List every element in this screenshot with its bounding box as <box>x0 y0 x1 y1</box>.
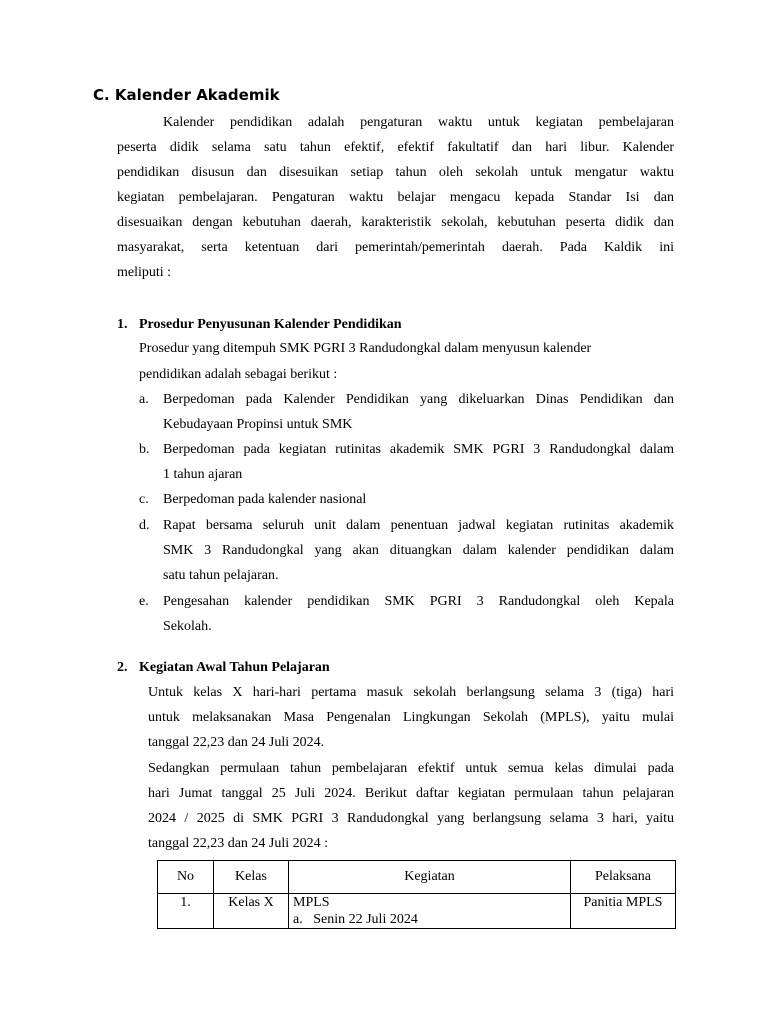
intro-line: masyarakat, serta ketentuan dari pemerintah/pemerintah daerah. Pada Kaldik ini <box>117 240 674 255</box>
list-item-line: Pengesahan kalender pendidikan SMK PGRI 3 Randudongkal oleh Kepala <box>163 594 674 609</box>
list-letter: d. <box>139 518 150 533</box>
list-letter: b. <box>139 442 150 457</box>
table-row <box>158 894 676 929</box>
list-item-line: Berpedoman pada kalender nasional <box>163 492 367 507</box>
intro-line: disesuaikan dengan kebutuhan daerah, karakteristik sekolah, kebutuhan peserta didik dan <box>117 215 674 230</box>
item2-number: 2. <box>117 660 128 675</box>
item2-para-line: tanggal 22,23 dan 24 Juli 2024. <box>148 735 325 750</box>
subitem-text: Senin 22 Juli 2024 <box>313 912 418 927</box>
item1-number: 1. <box>117 317 128 332</box>
item2-para-line: untuk melaksanakan Masa Pengenalan Lingkungan Sekolah (MPLS), yaitu mulai <box>148 710 674 725</box>
table-header-row <box>158 861 676 894</box>
cell-pelaksana: Panitia MPLS <box>571 894 676 929</box>
intro-line: meliputi : <box>117 265 172 280</box>
item1-desc-line: pendidikan adalah sebagai berikut : <box>139 367 338 382</box>
item2-title: Kegiatan Awal Tahun Pelajaran <box>139 660 330 675</box>
header-kelas: Kelas <box>214 861 289 894</box>
list-item-line: Berpedoman pada kegiatan rutinitas akademik SMK PGRI 3 Randudongkal dalam <box>163 442 674 457</box>
list-item-line: SMK 3 Randudongkal yang akan dituangkan dalam kalender pendidikan dalam <box>163 543 674 558</box>
list-letter: c. <box>139 492 149 507</box>
list-item-line: Sekolah. <box>163 619 212 634</box>
list-item-line: satu tahun pelajaran. <box>163 568 279 583</box>
subitem-letter: a. <box>293 912 303 927</box>
item2-para-line: Sedangkan permulaan tahun pembelajaran efektif untuk semua kelas dimulai pada <box>148 761 674 776</box>
intro-line: Kalender pendidikan adalah pengaturan waktu untuk kegiatan pembelajaran <box>163 115 674 130</box>
item2-para-line: hari Jumat tanggal 25 Juli 2024. Berikut daftar kegiatan permulaan tahun pelajaran <box>148 786 674 801</box>
list-item-line: Kebudayaan Propinsi untuk SMK <box>163 417 353 432</box>
header-no: No <box>158 861 214 894</box>
list-item-line: Berpedoman pada Kalender Pendidikan yang dikeluarkan Dinas Pendidikan dan <box>163 392 674 407</box>
kegiatan-subitem <box>293 911 566 928</box>
kegiatan-title: MPLS <box>293 895 330 910</box>
activity-table <box>157 860 676 929</box>
cell-kegiatan <box>289 894 571 929</box>
list-item-line: 1 tahun ajaran <box>163 467 243 482</box>
intro-line: pendidikan disusun dan disesuikan setiap tahun oleh sekolah untuk mengatur waktu <box>117 165 674 180</box>
list-letter: e. <box>139 594 149 609</box>
intro-line: peserta didik selama satu tahun efektif, efektif fakultatif dan hari libur. Kalender <box>117 140 674 155</box>
item2-para-line: tanggal 22,23 dan 24 Juli 2024 : <box>148 836 329 851</box>
section-heading: C. Kalender Akademik <box>93 86 280 104</box>
list-item-line: Rapat bersama seluruh unit dalam penentuan jadwal kegiatan rutinitas akademik <box>163 518 674 533</box>
list-letter: a. <box>139 392 149 407</box>
item2-para-line: Untuk kelas X hari-hari pertama masuk sekolah berlangsung selama 3 (tiga) hari <box>148 685 674 700</box>
intro-line: kegiatan pembelajaran. Pengaturan waktu belajar mengacu kepada Standar Isi dan <box>117 190 674 205</box>
header-kegiatan: Kegiatan <box>289 861 571 894</box>
header-pelaksana: Pelaksana <box>571 861 676 894</box>
cell-no: 1. <box>158 894 214 929</box>
cell-kelas: Kelas X <box>214 894 289 929</box>
item2-para-line: 2024 / 2025 di SMK PGRI 3 Randudongkal yang berlangsung selama 3 hari, yaitu <box>148 811 674 826</box>
item1-title: Prosedur Penyusunan Kalender Pendidikan <box>139 317 402 332</box>
item1-desc-line: Prosedur yang ditempuh SMK PGRI 3 Randudongkal dalam menyusun kalender <box>139 341 592 356</box>
